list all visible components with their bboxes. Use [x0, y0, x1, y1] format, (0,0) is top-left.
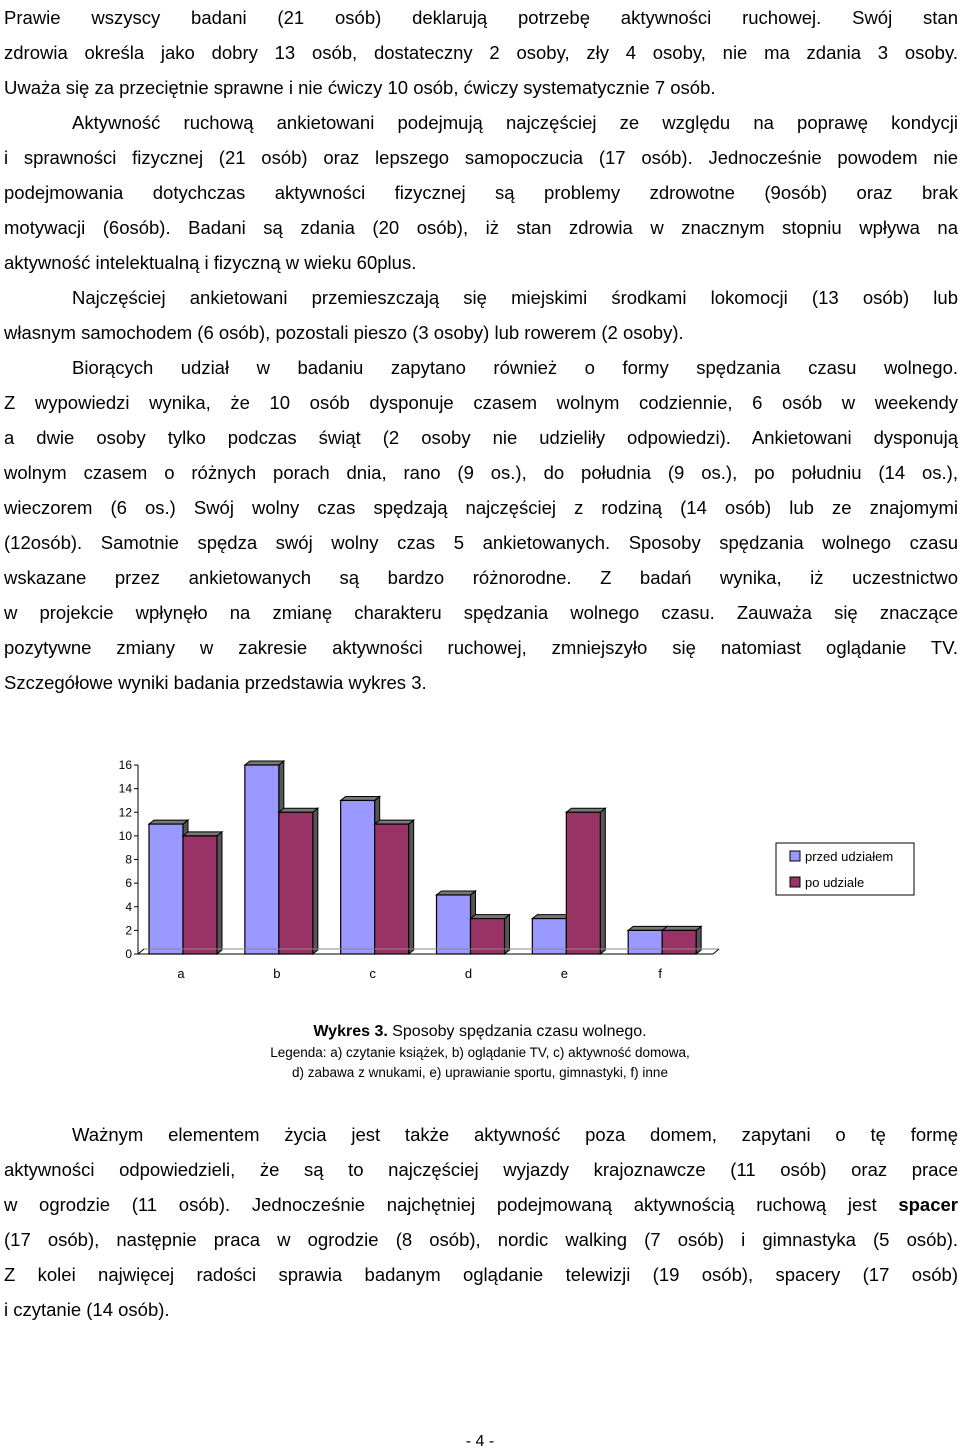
text-run: w ogrodzie (11 osób). Jednocześnie najchętniej podejmowaną aktywnością ruchową jest — [4, 1194, 899, 1215]
y-tick-label: 14 — [118, 781, 132, 796]
x-tick-label: a — [177, 966, 185, 981]
text-line: (17 osób), następnie praca w ogrodzie (8 osób), nordic walking (7 osób) i gimnastyka (5 osób). — [4, 1229, 958, 1250]
chart-legend — [776, 843, 914, 895]
page-number: - 4 - — [465, 1433, 495, 1450]
text-line: wieczorem (6 os.) Swój wolny czas spędzają najczęściej z rodziną (14 osób) lub ze znajomymi — [4, 497, 958, 518]
text-line: Ważnym elementem życia jest także aktywność poza domem, zapytani o tę formę — [72, 1124, 958, 1145]
text-line: a dwie osoby tylko podczas świąt (2 osoby nie udzieliły odpowiedzi). Ankietowani dysponują — [4, 427, 958, 448]
legend-label: po udziale — [805, 875, 865, 890]
bar-c-before — [341, 800, 375, 954]
text-line: (12osób). Samotnie spędza swój wolny czas 5 ankietowanych. Sposoby spędzania wolnego czasu — [4, 532, 958, 553]
y-tick-label: 2 — [125, 923, 132, 938]
legend-swatch — [790, 851, 800, 861]
bar-b-after — [279, 812, 313, 954]
text-line: Aktywność ruchową ankietowani podejmują najczęściej ze względu na poprawę kondycji — [72, 112, 958, 133]
bar-f-before — [628, 930, 662, 954]
text-line: wolnym czasem o różnych porach dnia, rano (9 os.), do południa (9 os.), po południu (14 os.), — [4, 462, 958, 483]
x-tick-label: e — [560, 966, 568, 981]
bar-d-before — [437, 895, 471, 954]
emphasis-spacer: spacer — [898, 1194, 958, 1215]
bar-a-after — [183, 836, 217, 954]
text-line: Uważa się za przeciętnie sprawne i nie ćwiczy 10 osób, ćwiczy systematycznie 7 osób. — [4, 77, 716, 98]
bar-a-before — [149, 824, 183, 954]
floor-right-edge — [713, 949, 719, 954]
bar-side — [217, 832, 222, 954]
figure-caption — [0, 1022, 960, 1042]
text-line: pozytywne zmiany w zakresie aktywności ruchowej, zmniejszyło się natomiast oglądanie TV. — [4, 637, 958, 658]
y-tick-label: 12 — [118, 805, 132, 820]
text-line: Z wypowiedzi wynika, że 10 osób dysponuje czasem wolnym codziennie, 6 osób w weekendy — [4, 392, 958, 413]
text-line: wskazane przez ankietowanych są bardzo różnorodne. Z badań wynika, iż uczestnictwo — [4, 567, 958, 588]
text-line — [4, 1187, 958, 1222]
y-tick-label: 0 — [125, 947, 132, 961]
bar-b-before — [245, 765, 279, 954]
x-tick-label: f — [658, 966, 662, 981]
figure-label: Wykres 3. — [313, 1023, 388, 1040]
bar-side — [600, 808, 605, 954]
bar-side — [409, 820, 414, 954]
text-line: w projekcie wpłynęło na zmianę charakteru spędzania wolnego czasu. Zauważa się znaczące — [4, 602, 958, 623]
x-tick-label: b — [273, 966, 281, 981]
text-line: Biorących udział w badaniu zapytano również o formy spędzania czasu wolnego. — [72, 357, 958, 378]
text-line: i czytanie (14 osób). — [4, 1299, 170, 1320]
bar-side — [505, 915, 510, 954]
text-line: własnym samochodem (6 osób), pozostali pieszo (3 osoby) lub rowerem (2 osoby). — [4, 322, 684, 343]
figure-legend-line-2: d) zabawa z wnukami, e) uprawianie sportu, gimnastyki, f) inne — [292, 1065, 668, 1080]
bar-f-after — [662, 930, 696, 954]
floor-edge — [138, 949, 144, 954]
figure-legend-line-1: Legenda: a) czytanie książek, b) oglądanie TV, c) aktywność domowa, — [270, 1045, 690, 1060]
y-tick-label: 16 — [118, 758, 132, 772]
text-line: motywacji (6osób). Badani są zdania (20 osób), iż stan zdrowia w znacznym stopniu wpływa na — [4, 217, 958, 238]
text-line: Prawie wszyscy badani (21 osób) deklarują potrzebę aktywności ruchowej. Swój stan — [4, 7, 958, 28]
bar-side — [696, 926, 701, 954]
bar-side — [313, 808, 318, 954]
bar-e-after — [566, 812, 600, 954]
bar-chart — [0, 745, 960, 1005]
text-line: aktywność intelektualną i fizyczną w wieku 60plus. — [4, 252, 417, 273]
text-line: i sprawności fizycznej (21 osób) oraz lepszego samopoczucia (17 osób). Jednocześnie powodem nie — [4, 147, 958, 168]
y-tick-label: 4 — [125, 899, 132, 914]
bar-chart-svg — [0, 745, 960, 1005]
figure-title: Sposoby spędzania czasu wolnego. — [387, 1023, 647, 1040]
y-tick-label: 8 — [125, 852, 132, 867]
text-line: zdrowia określa jako dobry 13 osób, dostateczny 2 osoby, zły 4 osoby, nie ma zdania 3 osoby. — [4, 42, 958, 63]
y-tick-label: 10 — [118, 828, 132, 843]
bar-c-after — [375, 824, 409, 954]
text-line: Szczegółowe wyniki badania przedstawia wykres 3. — [4, 672, 427, 693]
legend-swatch — [790, 877, 800, 887]
text-line: podejmowania dotychczas aktywności fizycznej są problemy zdrowotne (9osób) oraz brak — [4, 182, 958, 203]
bars-layer — [149, 761, 701, 954]
legend-label: przed udziałem — [805, 849, 894, 864]
text-line: aktywności odpowiedzieli, że są to najczęściej wyjazdy krajoznawcze (11 osób) oraz prace — [4, 1159, 958, 1180]
y-tick-label: 6 — [125, 876, 132, 891]
text-line: Z kolei najwięcej radości sprawia badanym oglądanie telewizji (19 osób), spacery (17 osób) — [4, 1264, 958, 1285]
text-line: Najczęściej ankietowani przemieszczają się miejskimi środkami lokomocji (13 osób) lub — [72, 287, 958, 308]
x-tick-label: c — [369, 966, 376, 981]
x-tick-label: d — [464, 966, 473, 981]
